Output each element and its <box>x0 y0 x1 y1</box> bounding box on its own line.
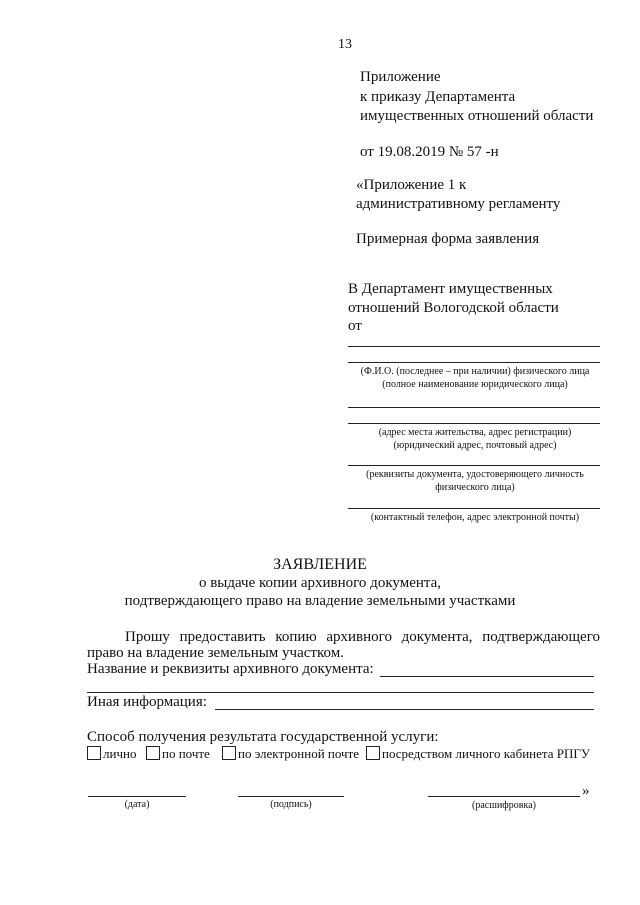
appendix-line-3: имущественных отношений области <box>360 108 594 124</box>
option-by-mail[interactable] <box>146 746 210 762</box>
checkbox-by-mail[interactable] <box>146 746 160 760</box>
option-by-email-label: по электронной почте <box>238 746 360 761</box>
signature-caption: (подпись) <box>270 799 312 810</box>
caption-address-1: (адрес места жительства, адрес регистрации) <box>378 427 572 438</box>
statement-body-line-2: право на владение земельным участком. <box>87 645 344 661</box>
applicant-name-line-2 <box>348 362 600 363</box>
other-info-field[interactable] <box>215 709 594 710</box>
delivery-method-label: Способ получения результата государственной услуги: <box>87 729 439 745</box>
option-rpgu-account-label: посредством личного кабинета РПГУ <box>382 746 591 761</box>
archive-doc-field[interactable] <box>380 676 594 677</box>
statement-title: ЗАЯВЛЕНИЕ <box>273 556 367 573</box>
other-info-label: Иная информация: <box>87 694 207 710</box>
statement-subtitle-1: о выдаче копии архивного документа, <box>198 575 442 591</box>
appendix-line-2: к приказу Департамента <box>360 89 516 105</box>
applicant-name-line-1 <box>348 346 600 347</box>
statement-subtitle-2: подтверждающего право на владение земельными участками <box>124 593 516 609</box>
contacts-line <box>348 508 600 509</box>
signature-field[interactable] <box>238 796 344 797</box>
form-title: Примерная форма заявления <box>356 231 540 247</box>
page-number: 13 <box>338 37 352 52</box>
addressee-line-1: В Департамент имущественных <box>348 281 553 297</box>
addressee-line-2: отношений Вологодской области <box>348 300 559 316</box>
caption-fio-1: (Ф.И.О. (последнее – при наличии) физического лица <box>360 366 590 377</box>
option-rpgu-account[interactable] <box>366 746 590 762</box>
regulation-line-2: административному регламенту <box>356 196 561 212</box>
option-in-person[interactable] <box>87 746 136 762</box>
decoding-caption: (расшифровка) <box>472 800 536 811</box>
date-caption: (дата) <box>124 799 150 810</box>
caption-doc-1: (реквизиты документа, удостоверяющего личность <box>366 469 584 480</box>
regulation-line-1: «Приложение 1 к <box>356 177 467 193</box>
address-line-2 <box>348 423 600 424</box>
date-field[interactable] <box>88 796 186 797</box>
checkbox-in-person[interactable] <box>87 746 101 760</box>
addressee-from: от <box>348 318 362 334</box>
order-reference: от 19.08.2019 № 57 -н <box>360 144 499 160</box>
statement-body-line-1: Прошу предоставить копию архивного документа, подтверждающего <box>125 629 600 645</box>
caption-doc-2: физического лица) <box>435 482 515 493</box>
caption-address-2: (юридический адрес, почтовый адрес) <box>393 440 557 451</box>
option-by-email[interactable] <box>222 746 359 762</box>
caption-fio-2: (полное наименование юридического лица) <box>382 379 568 390</box>
archive-doc-label: Название и реквизиты архивного документа: <box>87 661 374 677</box>
id-document-line <box>348 465 600 466</box>
decoding-field[interactable] <box>428 796 580 797</box>
caption-contacts: (контактный телефон, адрес электронной почты) <box>370 512 580 523</box>
option-in-person-label: лично <box>103 746 137 761</box>
appendix-line-1: Приложение <box>360 69 441 85</box>
closing-quote: » <box>582 783 590 799</box>
option-by-mail-label: по почте <box>162 746 210 761</box>
checkbox-by-email[interactable] <box>222 746 236 760</box>
checkbox-rpgu-account[interactable] <box>366 746 380 760</box>
address-line-1 <box>348 407 600 408</box>
